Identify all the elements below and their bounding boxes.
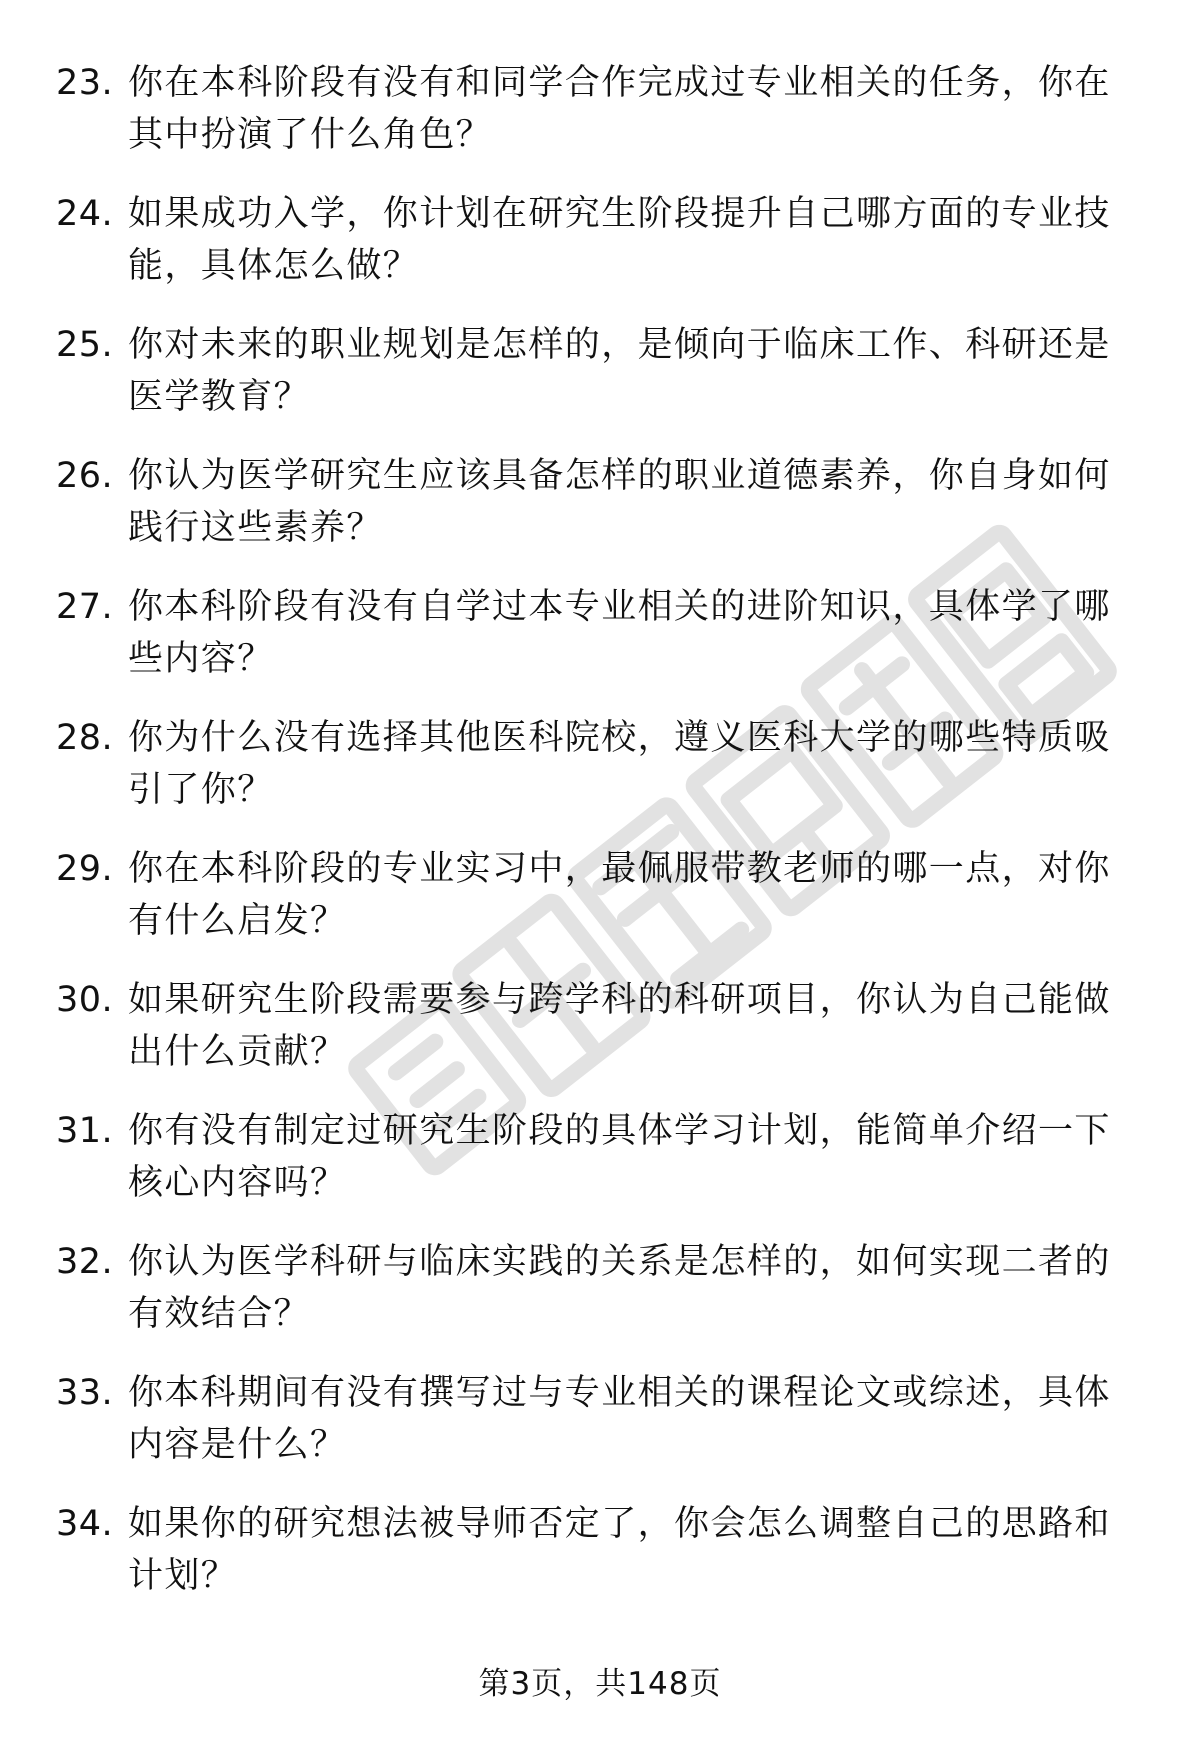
list-item xyxy=(0,319,1200,450)
question-number: 32. xyxy=(56,1242,114,1282)
question-text: 你认为医学科研与临床实践的关系是怎样的，如何实现二者的有效结合？ xyxy=(128,1242,1111,1334)
question-number: 34. xyxy=(56,1504,114,1544)
list-item xyxy=(0,1236,1200,1367)
list-item xyxy=(0,974,1200,1105)
question-number: 27. xyxy=(56,587,114,627)
question-number: 26. xyxy=(56,456,114,496)
question-text: 你对未来的职业规划是怎样的，是倾向于临床工作、科研还是医学教育？ xyxy=(128,325,1111,417)
question-text: 你在本科阶段的专业实习中，最佩服带教老师的哪一点，对你有什么启发？ xyxy=(128,849,1111,941)
question-text: 你为什么没有选择其他医科院校，遵义医科大学的哪些特质吸引了你？ xyxy=(128,718,1111,810)
question-text: 你本科阶段有没有自学过本专业相关的进阶知识，具体学了哪些内容？ xyxy=(128,587,1111,679)
list-item xyxy=(0,1105,1200,1236)
list-item xyxy=(0,1367,1200,1498)
question-text: 你在本科阶段有没有和同学合作完成过专业相关的任务，你在其中扮演了什么角色？ xyxy=(128,63,1111,155)
question-text: 你本科期间有没有撰写过与专业相关的课程论文或综述，具体内容是什么？ xyxy=(128,1373,1111,1465)
list-item xyxy=(0,188,1200,319)
question-text: 如果成功入学，你计划在研究生阶段提升自己哪方面的专业技能，具体怎么做？ xyxy=(128,194,1111,286)
question-text: 你认为医学研究生应该具备怎样的职业道德素养，你自身如何践行这些素养？ xyxy=(128,456,1111,548)
list-item xyxy=(0,843,1200,974)
list-item xyxy=(0,581,1200,712)
list-item xyxy=(0,1498,1200,1629)
list-item xyxy=(0,57,1200,188)
question-list xyxy=(0,57,1200,1629)
question-number: 33. xyxy=(56,1373,114,1413)
question-number: 23. xyxy=(56,63,114,103)
question-number: 28. xyxy=(56,718,114,758)
question-text: 如果你的研究想法被导师否定了，你会怎么调整自己的思路和计划？ xyxy=(128,1504,1111,1596)
question-number: 29. xyxy=(56,849,114,889)
question-number: 24. xyxy=(56,194,114,234)
page-indicator: 第3页，共148页 xyxy=(478,1666,722,1702)
list-item xyxy=(0,712,1200,843)
question-number: 30. xyxy=(56,980,114,1020)
question-number: 31. xyxy=(56,1111,114,1151)
question-text: 你有没有制定过研究生阶段的具体学习计划，能简单介绍一下核心内容吗？ xyxy=(128,1111,1111,1203)
question-text: 如果研究生阶段需要参与跨学科的科研项目，你认为自己能做出什么贡献？ xyxy=(128,980,1111,1072)
list-item xyxy=(0,450,1200,581)
question-number: 25. xyxy=(56,325,114,365)
